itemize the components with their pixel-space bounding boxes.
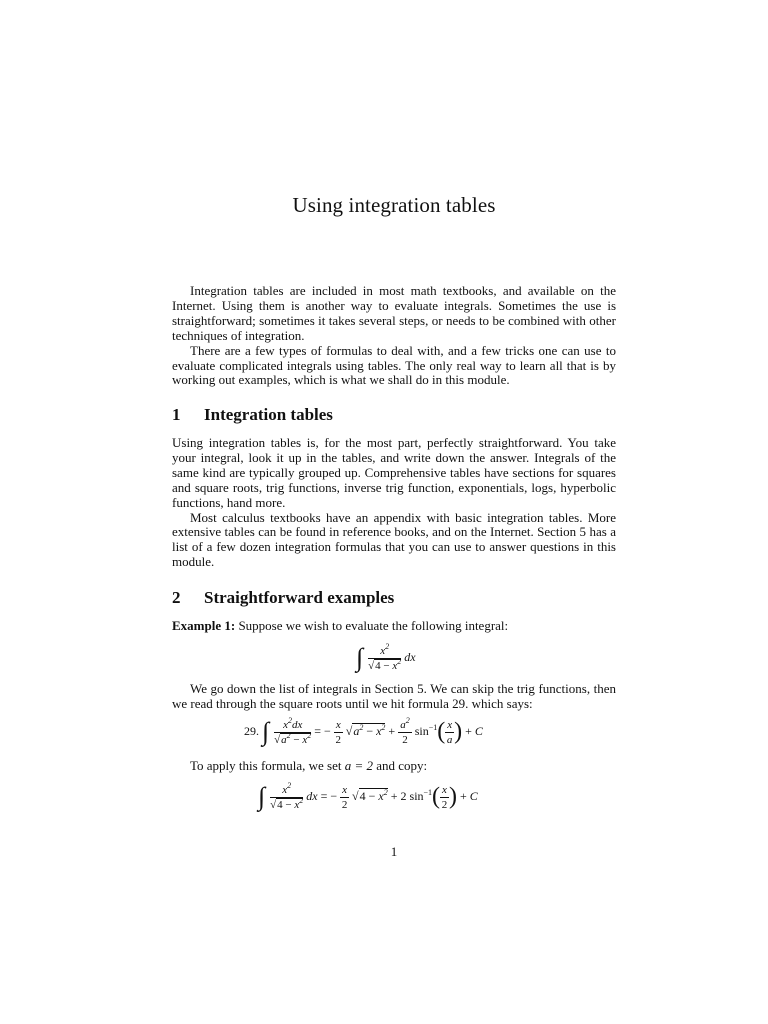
- formula-29-number: 29.: [244, 723, 259, 738]
- example-1-intro: [172, 619, 616, 634]
- intro-paragraph-1: Integration tables are included in most math textbooks, and available on the Internet. Using them is another way to evaluate integrals. Sometimes the use is straightforward; sometimes it takes several steps, or needs to be combined with other techniques of integration.: [172, 283, 616, 343]
- section-2-number: 2: [172, 588, 181, 607]
- equation-formula-29: 29. ∫ $\frac{x^2dx}{√a^2 - x^2}$ = − $\frac{x}{2}$ $√a^2 - x^2$ + $\frac{a^2}{2}$ $\sin^{-1}$( $\frac{x}{a}$ ) + C: [244, 715, 483, 746]
- example-1-label: Example 1:: [172, 618, 236, 633]
- section-1-title: Integration tables: [204, 405, 333, 424]
- paragraph-formula-search: We go down the list of integrals in Section 5. We can skip the trig functions, then we read through the square roots until we hit formula 29. which says:: [172, 681, 616, 711]
- paragraph-apply-formula: To apply this formula, we set a = 2 and copy:: [190, 758, 428, 773]
- section-2-title: Straightforward examples: [204, 588, 395, 607]
- section-2-heading: [172, 588, 394, 608]
- page-number: 1: [390, 844, 398, 859]
- section-1-number: 1: [172, 405, 181, 424]
- document-title: Using integration tables: [292, 193, 496, 217]
- intro-section: [172, 284, 616, 388]
- intro-paragraph-2: There are a few types of formulas to deal with, and a few tricks one can use to evaluate complicated integrals using tables. The only real way to learn all that is by working out examples, which is what we shall do in this module.: [172, 342, 616, 388]
- section-1-heading: [172, 405, 333, 425]
- section-1-body: [172, 436, 616, 570]
- equation-integral-1: ∫ $\frac{x^2}{√4 - x^2}$ dx: [356, 641, 416, 672]
- equation-result: ∫ $\frac{x^2}{√4 - x^2}$ dx = − $\frac{x}{2}$ $√4 - x^2 + 2$ $\sin^{-1}$( $\frac{x}{2}$ ) + C: [258, 780, 478, 811]
- section-1-paragraph-1: Using integration tables is, for the most part, perfectly straightforward. You take your integral, look it up in the tables, and write down the answer. Integrals of the same kind are typically grouped up. Comprehensive tables have sections for squares and square roots, trig functions, inverse trig function, exponentials, logs, hyperbolic functions, hand more.: [172, 435, 616, 510]
- section-1-paragraph-2: Most calculus textbooks have an appendix with basic integration tables. More extensive tables can be found in reference books, and on the Internet. Section 5 has a list of a few dozen integration formulas that you can use to answer questions in this module.: [172, 509, 616, 570]
- example-1-text: Suppose we wish to evaluate the following integral:: [235, 618, 509, 633]
